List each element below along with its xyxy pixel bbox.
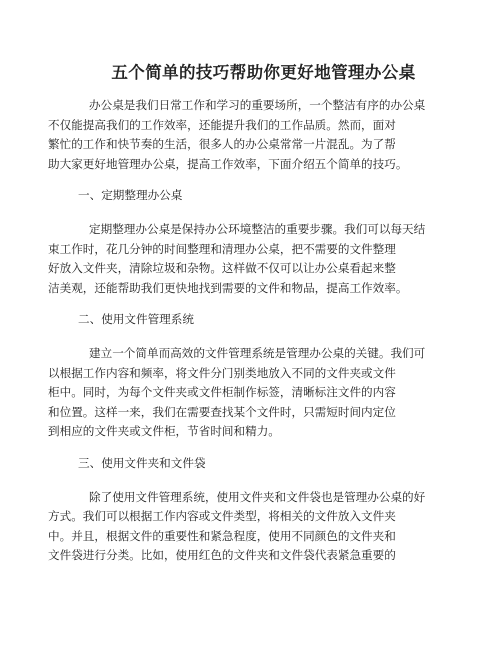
text-line: 柜中。同时，为每个文件夹或文件柜制作标签，清晰标注文件的内容 bbox=[48, 385, 396, 399]
text-line: 好放入文件夹，清除垃圾和杂物。这样做不仅可以让办公桌看起来整 bbox=[48, 261, 396, 275]
text-line: 到相应的文件夹或文件柜，节省时间和精力。 bbox=[48, 424, 280, 438]
text-line: 建立一个简单而高效的文件管理系统是管理办公桌的关键。我们可 bbox=[89, 346, 426, 360]
intro-paragraph bbox=[48, 96, 472, 174]
section-heading: 一、定期整理办公桌 bbox=[78, 188, 183, 202]
text-line: 文件袋进行分类。比如，使用红色的文件夹和文件袋代表紧急重要的 bbox=[48, 548, 396, 562]
text-line: 方式。我们可以根据工作内容或文件类型，将相关的文件放入文件夹 bbox=[48, 509, 396, 523]
text-line: 定期整理办公桌是保持办公环境整洁的重要步骤。我们可以每天结 bbox=[89, 222, 426, 236]
text-line: 不仅能提高我们的工作效率，还能提升我们的工作品质。然而，面对 bbox=[48, 117, 396, 132]
text-line: 办公桌是我们日常工作和学习的重要场所，一个整洁有序的办公桌 bbox=[89, 98, 426, 112]
text-line: 除了使用文件管理系统，使用文件夹和文件袋也是管理办公桌的好 bbox=[89, 489, 426, 504]
document-title: 五个简单的技巧帮助你更好地管理办公桌 bbox=[111, 63, 416, 82]
text-line: 和位置。这样一来，我们在需要查找某个文件时，只需短时间内定位 bbox=[48, 404, 396, 419]
text-line: 束工作时，花几分钟的时间整理和清理办公桌，把不需要的文件整理 bbox=[48, 241, 396, 256]
text-line: 助大家更好地管理办公桌，提高工作效率，下面介绍五个简单的技巧。 bbox=[48, 156, 408, 171]
text-line: 洁美观，还能帮助我们更快地找到需要的文件和物品，提高工作效率。 bbox=[48, 280, 408, 295]
section-paragraph bbox=[48, 488, 472, 566]
section-heading: 二、使用文件管理系统 bbox=[78, 312, 194, 326]
section-heading: 三、使用文件夹和文件袋 bbox=[78, 455, 206, 470]
text-line: 中。并且，根据文件的重要性和紧急程度，使用不同颜色的文件夹和 bbox=[48, 528, 396, 543]
section-paragraph bbox=[48, 220, 472, 298]
text-line: 繁忙的工作和快节奏的生活，很多人的办公桌常常一片混乱。为了帮 bbox=[48, 137, 396, 151]
section-paragraph bbox=[48, 344, 472, 442]
text-line: 以根据工作内容和频率，将文件分门别类地放入不同的文件夹或文件 bbox=[48, 365, 396, 380]
